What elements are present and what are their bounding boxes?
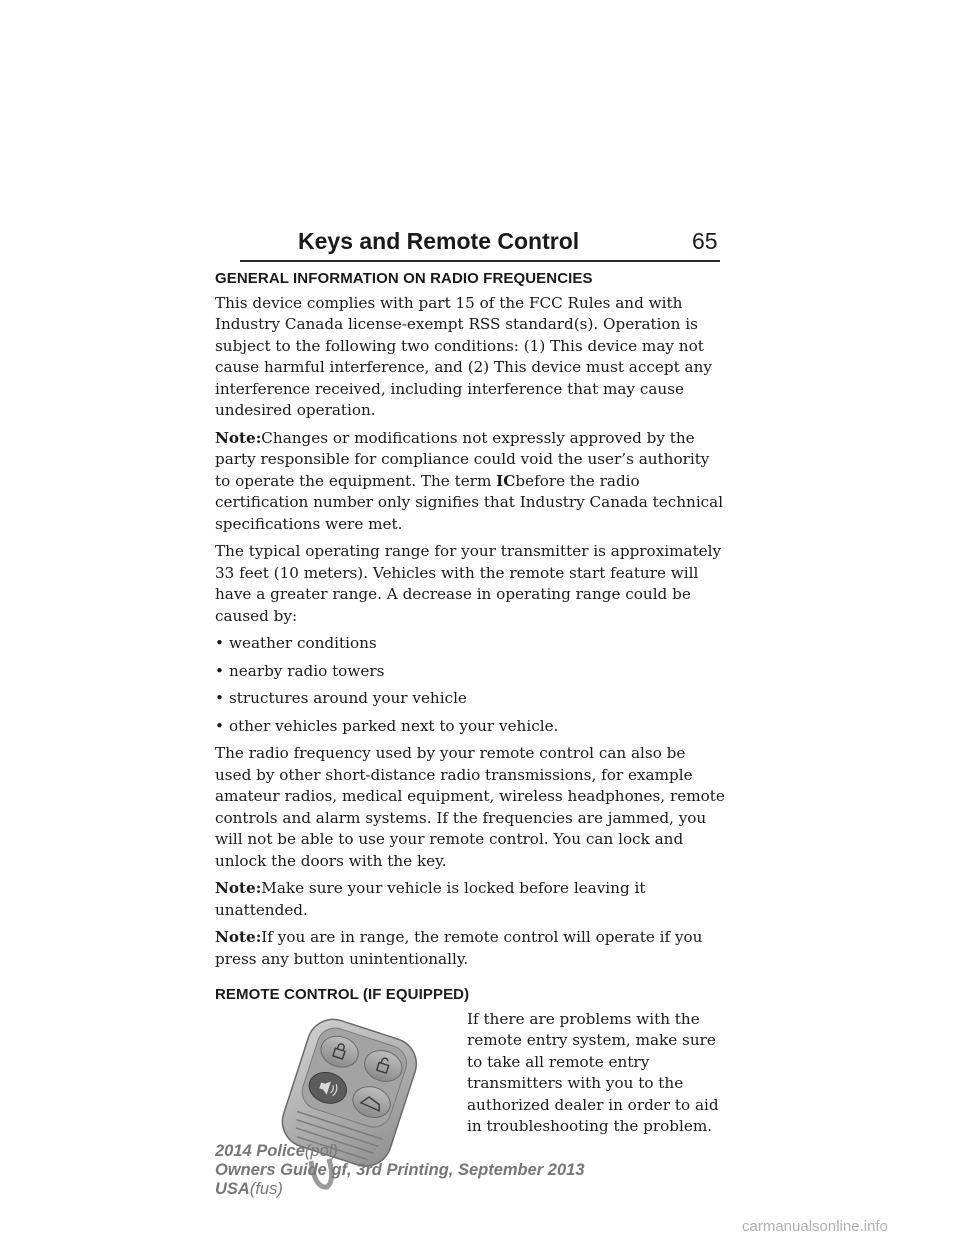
site-watermark: carmanualsonline.info xyxy=(742,1218,888,1235)
chapter-title: Keys and Remote Control xyxy=(298,228,580,254)
note-label: Note: xyxy=(215,928,262,946)
list-item xyxy=(215,661,725,683)
interference-paragraph: The radio frequency used by your remote control can also be used by other short-distance radio transmissions, for example amateur radios, medical equipment, wireless headphones, remote controls and alarm systems. If the frequencies are jammed, you will not be able to use your remote control. You can lock and unlock the doors with the key. xyxy=(215,744,725,870)
footer-line-edition: Owners Guide gf, 3rd Printing, September 2013 xyxy=(215,1161,585,1179)
range-factors-list xyxy=(215,633,725,737)
note-label: Note: xyxy=(215,879,262,897)
list-item-text: weather conditions xyxy=(229,634,377,652)
bullet-icon: • xyxy=(215,689,224,707)
footer-market: USA xyxy=(215,1180,250,1198)
section-heading-remote-control: REMOTE CONTROL (IF EQUIPPED) xyxy=(215,986,470,1003)
remote-troubleshooting-paragraph: If there are problems with the remote entry system, make sure to take all remote entry transmitters with you to the authorized dealer in order to aid in troubleshooting the problem. xyxy=(467,1009,719,1135)
footer-market-code: (fus) xyxy=(249,1180,283,1198)
fcc-compliance-paragraph: This device complies with part 15 of the FCC Rules and with Industry Canada license-exempt RSS standard(s). Operation is subject to the following two conditions: (1) This device may not cause harmful interference, and (2) This device must accept any interference received, including interference that may cause undesired operation. xyxy=(215,293,712,419)
footer-model: 2014 Police xyxy=(215,1142,305,1160)
note-text: Make sure your vehicle is locked before leaving it unattended. xyxy=(215,879,646,919)
list-item-text: other vehicles parked next to your vehicle. xyxy=(229,716,559,735)
bullet-icon: • xyxy=(215,716,224,735)
page-footer xyxy=(215,1142,585,1199)
bullet-icon: • xyxy=(215,634,224,652)
note-in-range xyxy=(215,927,725,970)
page-number: 65 xyxy=(692,228,718,254)
page-content xyxy=(215,268,725,1209)
ic-term: IC xyxy=(496,471,516,490)
header-divider xyxy=(240,260,720,262)
page-header xyxy=(240,226,720,262)
list-item-text: nearby radio towers xyxy=(229,661,385,680)
bullet-icon: • xyxy=(215,661,224,680)
note-label: Note: xyxy=(215,428,262,447)
list-item-text: structures around your vehicle xyxy=(229,689,467,707)
footer-line-model xyxy=(215,1142,585,1161)
note-locked xyxy=(215,878,725,921)
section-heading-radio-frequencies: GENERAL INFORMATION ON RADIO FREQUENCIES xyxy=(215,270,593,287)
note-modifications xyxy=(215,428,725,536)
operating-range-paragraph: The typical operating range for your transmitter is approximately 33 feet (10 meters). Vehicles with the remote start feature will have a greater range. A decrease in operating range could be caused by: xyxy=(215,542,722,625)
note-text: before the radio certification number only signifies that Industry Canada technical specifications were met. xyxy=(215,471,724,533)
list-item xyxy=(215,716,725,738)
list-item xyxy=(215,633,725,655)
note-text: Changes or modifications not expressly approved by the party responsible for compliance could void the user’s authority to operate the equipment. The term xyxy=(215,428,710,490)
footer-line-market xyxy=(215,1180,585,1199)
footer-model-code: (pol) xyxy=(304,1142,338,1160)
note-text: If you are in range, the remote control will operate if you press any button unintentionally. xyxy=(215,928,703,968)
list-item xyxy=(215,688,725,710)
